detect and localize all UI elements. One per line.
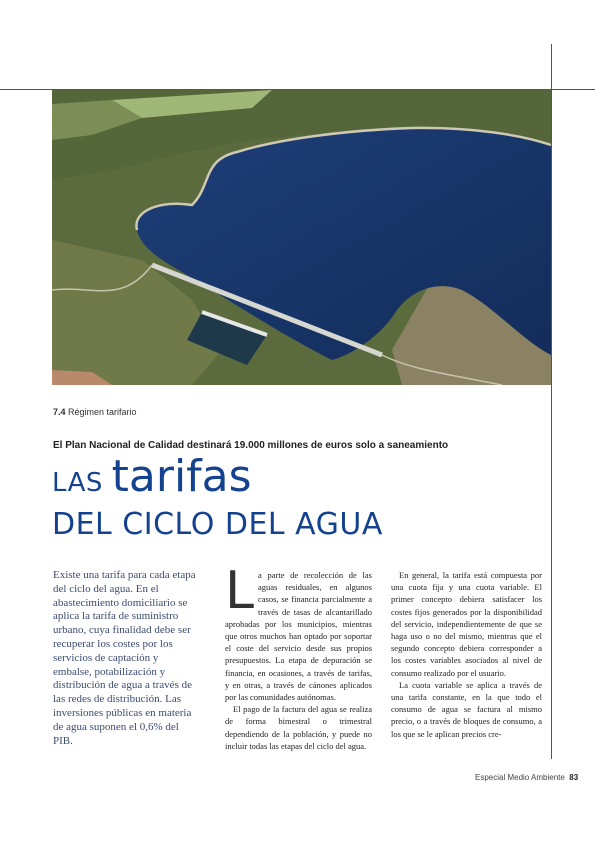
section-label: Régimen tarifario [68,407,137,417]
article-subtitle: El Plan Nacional de Calidad destinará 19.000 millones de euros solo a saneamiento [53,440,449,451]
body-column-2 [225,561,372,752]
col2-paragraph-1 [225,561,372,703]
right-rule [551,44,552,759]
body-column-3 [391,569,542,740]
page-footer [475,773,578,782]
reservoir-dam-photo [52,90,551,385]
article-title-line1 [52,451,252,502]
section-number: 7.4 [53,407,66,417]
page-number: 83 [569,773,579,782]
article-title-line2: DEL CICLO DEL AGUA [52,507,383,542]
title-las: LAS [52,468,103,498]
intro-paragraph: Existe una tarifa para cada etapa del ciclo del agua. En el abastecimiento domiciliario se aplica la tarifa de suministro urbano, cuya finalidad debe ser recuperar los costes por los servicios de captación y embalse, potabilización y distribución de agua a través de las redes de distribución. Las inversiones públicas en materia de agua suponen el 0,6% del PIB. [53,569,196,747]
col3-paragraph-1: En general, la tarifa está compuesta por una cuota fija y una cuota variable. El primer concepto debiera satisfacer los costes fijos generados por la disponibilidad del servicio, independientemente de que se haga uso o no del mismo, mientras que el segundo concepto debiera corresponder a los costes variables asociados al nivel de consumo realizado por el usuario. [391,570,542,678]
title-tarifas: tarifas [111,451,252,502]
footer-label: Especial Medio Ambiente [475,773,565,782]
drop-cap: L [225,561,254,621]
col2-text-1: a parte de recolección de las aguas residuales, en algunos casos, se financia parcialmente a través de tasas de alcantarillado aprobadas por los municipios, mientras que otros muchos han optado por soportar el coste del servicio desde sus propios presupuestos. La etapa de depuración se financia, en ocasiones, a través de tarifas, y en otras, a través de cánones aplicados por las comunidades autónomas. [225,570,372,703]
col3-paragraph-2: La cuota variable se aplica a través de una tarifa constante, en la que todo el consumo de agua se factura al mismo precio, o a través de bloques de consumo, a los que se le aplican precios cre- [391,679,542,739]
col2-paragraph-2: El pago de la factura del agua se realiza de forma bimestral o trimestral dependiendo de la población, y puede no incluir todas las etapas del ciclo del agua. [225,704,372,751]
section-heading [53,407,137,417]
